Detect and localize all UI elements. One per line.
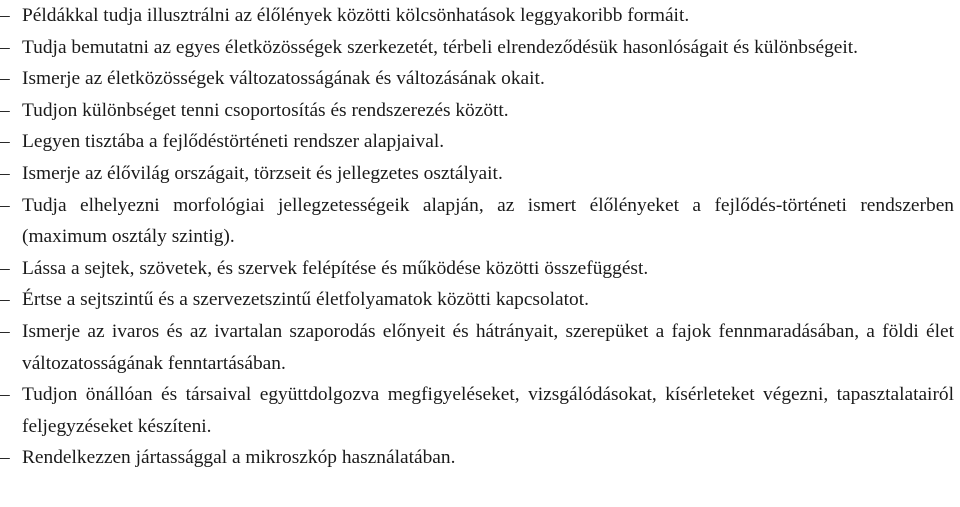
dash-bullet: – [0,68,10,90]
list-item-text: Lássa a sejtek, szövetek, és szervek felépítése és működése közötti összefüggést. [22,257,649,279]
list-item-text: Tudjon különbséget tenni csoportosítás és rendszerezés között. [22,99,509,121]
dash-bullet: – [0,162,10,184]
list-item-text: Ismerje az életközösségek változatosságának és változásának okait. [22,68,545,90]
dash-bullet: – [0,99,10,121]
list-item-text: Ismerje az ivaros és az ivartalan szaporodás előnyeit és hátrányait, szerepüket a fajok fennmaradásában, a földi élet változatosságának fenntartásában. [22,320,954,374]
list-item-text: Tudja elhelyezni morfológiai jellegzetességeik alapján, az ismert élőlényeket a fejlődés-történeti rendszerben (maximum osztály szintig). [22,194,954,248]
list-item [0,126,954,158]
dash-bullet: – [0,320,10,342]
list-item [0,32,954,64]
list-item [0,63,954,95]
list-item [0,95,954,127]
list-item-text: Példákkal tudja illusztrálni az élőlények közötti kölcsönhatások leggyakoribb formáit. [22,5,690,26]
list-item [0,316,954,379]
list-item [0,0,954,32]
list-item [0,190,954,253]
list-item [0,158,954,190]
dash-bullet: – [0,194,10,216]
dash-bullet: – [0,384,10,406]
dash-bullet: – [0,36,10,58]
dash-bullet: – [0,257,10,279]
list-item [0,379,954,442]
dash-bullet: – [0,5,10,26]
list-item [0,284,954,316]
dash-bullet: – [0,131,10,153]
list-item-text: Ismerje az élővilág országait, törzseit és jellegzetes osztályait. [22,162,503,184]
list-item-text: Tudjon önállóan és társaival együttdolgozva megfigyeléseket, vizsgálódásokat, kísérleteket végezni, tapasztalatairól feljegyzéseket készíteni. [22,384,954,437]
dash-bullet: – [0,289,10,311]
dash-bullet: – [0,447,10,469]
list-item [0,442,954,474]
list-item-text: Tudja bemutatni az egyes életközösségek szerkezetét, térbeli elrendeződésük hasonlóságait és különbségeit. [22,36,859,58]
list-item-text: Legyen tisztába a fejlődéstörténeti rendszer alapjaival. [22,131,445,153]
list-item [0,253,954,285]
list-item-text: Értse a sejtszintű és a szervezetszintű életfolyamatok közötti kapcsolatot. [22,289,589,311]
list-item-text: Rendelkezzen jártassággal a mikroszkóp használatában. [22,447,456,469]
